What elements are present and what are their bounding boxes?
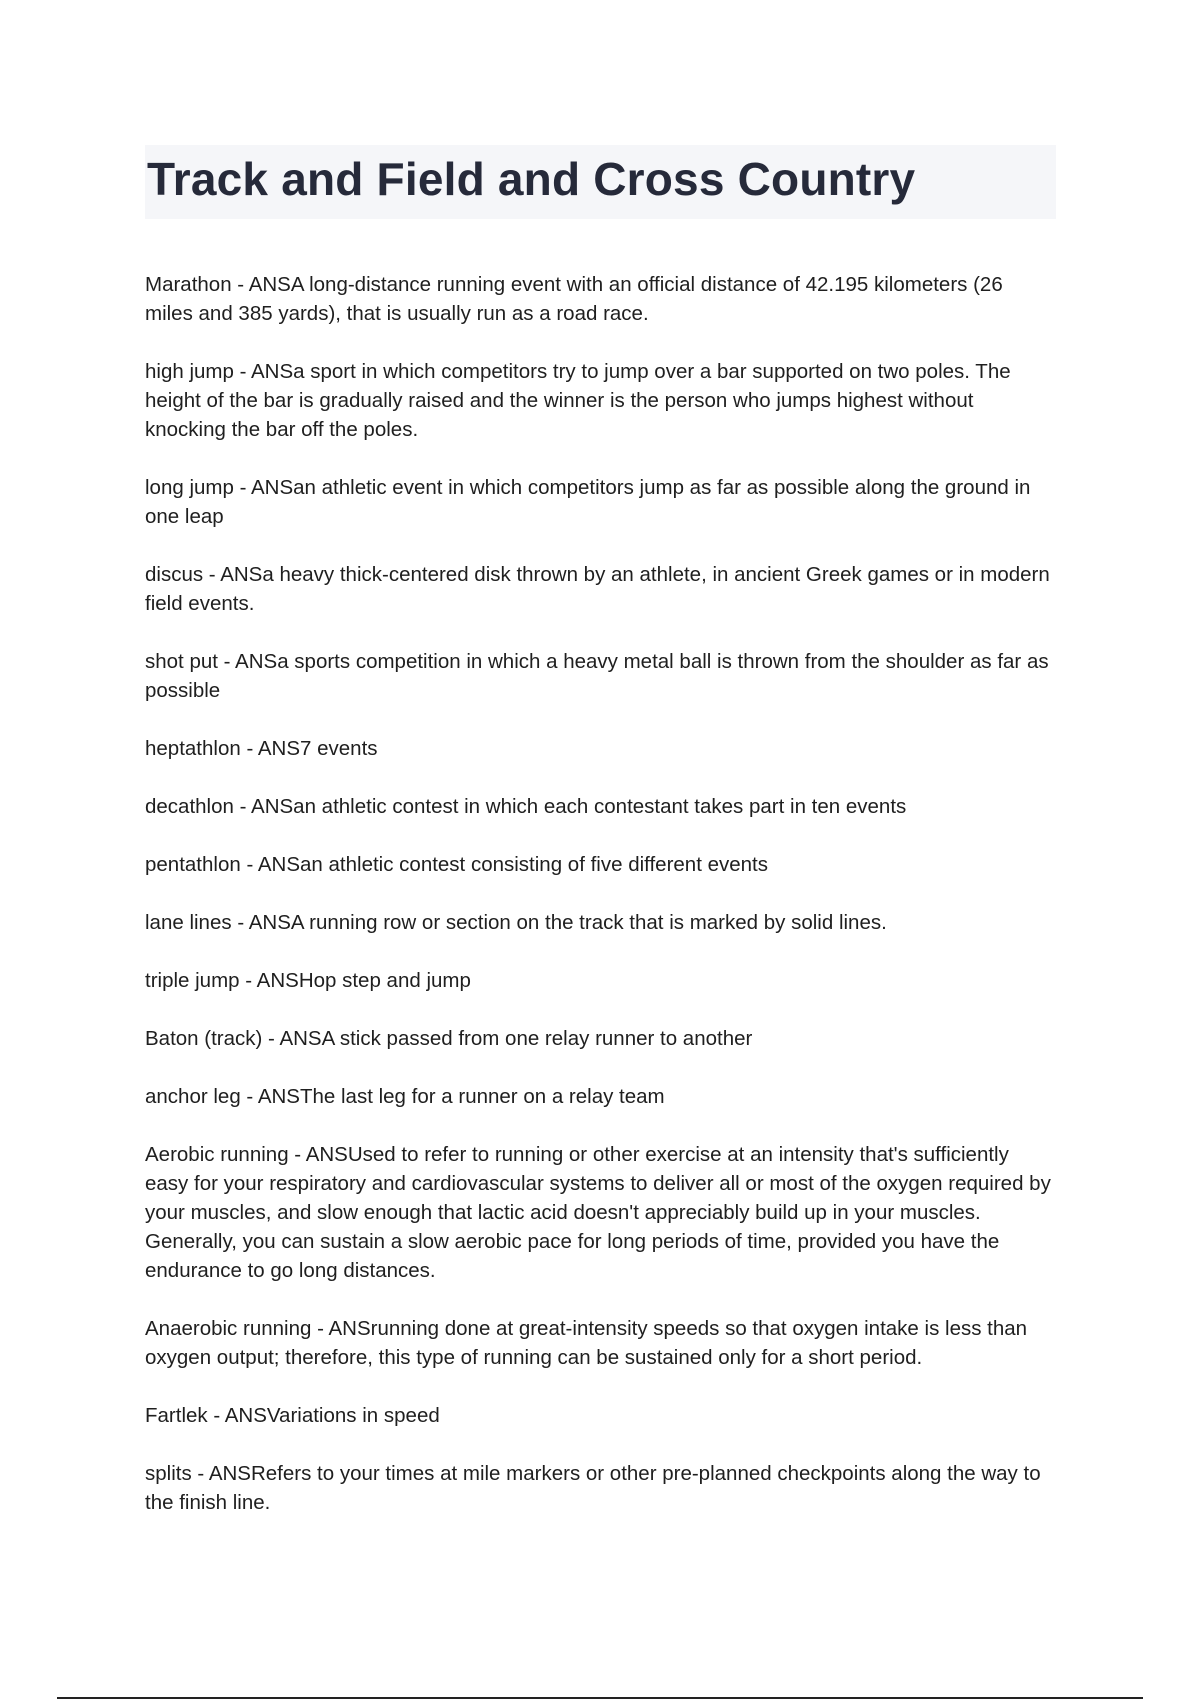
entry-definition: a heavy thick-centered disk thrown by an athlete, in ancient Greek games or in modern field events.: [145, 563, 1050, 615]
entry: [145, 1401, 1055, 1430]
entry-separator: -: [231, 911, 249, 934]
entry-term: Fartlek: [145, 1404, 208, 1427]
answer-marker: ANS: [220, 563, 263, 586]
entry-definition: Used to refer to running or other exercise at an intensity that's sufficiently easy for your respiratory and cardiovascular systems to deliver all or most of the oxygen required by your muscles, and slow enough that lactic acid doesn't appreciably build up in your muscles. Generally, you can sustain a slow aerobic pace for long periods of time, provided you have the endurance to go long distances.: [145, 1143, 1051, 1282]
answer-marker: ANS: [328, 1317, 371, 1340]
entry-definition: A running row or section on the track that is marked by solid lines.: [290, 911, 887, 934]
entry-separator: -: [240, 737, 258, 760]
entry: [145, 1082, 1055, 1111]
entry-definition: A long-distance running event with an official distance of 42.195 kilometers (26 miles and 385 yards), that is usually run as a road race.: [145, 273, 1003, 325]
entry: [145, 357, 1055, 444]
entry-separator: -: [233, 360, 251, 383]
entry-term: triple jump: [145, 969, 240, 992]
footer-divider: [57, 1697, 1143, 1699]
entry-term: high jump: [145, 360, 234, 383]
title-banner: [145, 145, 1056, 219]
entry-separator: -: [207, 1404, 225, 1427]
entry-separator: -: [203, 563, 221, 586]
entry: [145, 734, 1055, 763]
answer-marker: ANS: [235, 650, 278, 673]
entry: [145, 1314, 1055, 1372]
answer-marker: ANS: [250, 360, 294, 383]
entry: [145, 1024, 1055, 1053]
entry-definition: an athletic contest consisting of five different events: [300, 853, 768, 876]
answer-marker: ANS: [250, 476, 294, 499]
entry-definition: Hop step and jump: [298, 969, 471, 992]
entry-term: decathlon: [145, 795, 234, 818]
entry-separator: -: [233, 795, 252, 818]
entry-separator: -: [240, 853, 258, 876]
answer-marker: ANS: [224, 1404, 267, 1427]
answer-marker: ANS: [251, 795, 294, 818]
answer-marker: ANS: [257, 853, 301, 876]
entry-definition: a sports competition in which a heavy metal ball is thrown from the shoulder as far as possible: [145, 650, 1049, 702]
entry-term: long jump: [145, 476, 234, 499]
entry-term: Baton (track): [145, 1027, 263, 1050]
entry-term: shot put: [145, 650, 218, 673]
entry: [145, 473, 1055, 531]
entry-term: Marathon: [145, 273, 232, 296]
entry-separator: -: [191, 1462, 209, 1485]
entry-term: lane lines: [145, 911, 232, 934]
entry-list: [145, 270, 1055, 1546]
entry: [145, 560, 1055, 618]
entry-separator: -: [239, 969, 257, 992]
entry: [145, 270, 1055, 328]
entry-separator: -: [231, 273, 249, 296]
answer-marker: ANS: [248, 911, 291, 934]
entry-definition: A stick passed from one relay runner to another: [321, 1027, 753, 1050]
entry-separator: -: [217, 650, 236, 673]
answer-marker: ANS: [257, 737, 301, 760]
entry: [145, 908, 1055, 937]
entry-separator: -: [262, 1027, 280, 1050]
entry-term: heptathlon: [145, 737, 241, 760]
answer-marker: ANS: [208, 1462, 251, 1485]
answer-marker: ANS: [257, 1085, 300, 1108]
entry-definition: a sport in which competitors try to jump over a bar supported on two poles. The height of the bar is gradually raised and the winner is the person who jumps highest without knocking the bar off the poles.: [145, 360, 1011, 441]
answer-marker: ANS: [256, 969, 299, 992]
entry-definition: The last leg for a runner on a relay team: [299, 1085, 665, 1108]
page-title: Track and Field and Cross Country: [147, 153, 916, 205]
entry: [145, 1140, 1055, 1285]
answer-marker: ANS: [248, 273, 291, 296]
entry-separator: -: [288, 1143, 306, 1166]
entry-separator: -: [233, 476, 251, 499]
entry-definition: 7 events: [300, 737, 378, 760]
entry: [145, 1459, 1055, 1517]
entry-definition: an athletic event in which competitors jump as far as possible along the ground in one leap: [145, 476, 1031, 528]
answer-marker: ANS: [279, 1027, 322, 1050]
entry-definition: Variations in speed: [266, 1404, 440, 1427]
entry-term: anchor leg: [145, 1085, 241, 1108]
entry-definition: an athletic contest in which each contestant takes part in ten events: [293, 795, 907, 818]
entry-term: Aerobic running: [145, 1143, 289, 1166]
entry-term: splits: [145, 1462, 192, 1485]
entry-term: discus: [145, 563, 204, 586]
entry-definition: running done at great-intensity speeds so that oxygen intake is less than oxygen output; therefore, this type of running can be sustained only for a short period.: [145, 1317, 1028, 1369]
entry: [145, 966, 1055, 995]
entry: [145, 792, 1055, 821]
entry-separator: -: [311, 1317, 329, 1340]
entry: [145, 850, 1055, 879]
entry-separator: -: [240, 1085, 258, 1108]
entry-term: Anaerobic running: [145, 1317, 312, 1340]
entry: [145, 647, 1055, 705]
answer-marker: ANS: [305, 1143, 348, 1166]
entry-term: pentathlon: [145, 853, 241, 876]
entry-definition: Refers to your times at mile markers or other pre-planned checkpoints along the way to the finish line.: [145, 1462, 1041, 1514]
